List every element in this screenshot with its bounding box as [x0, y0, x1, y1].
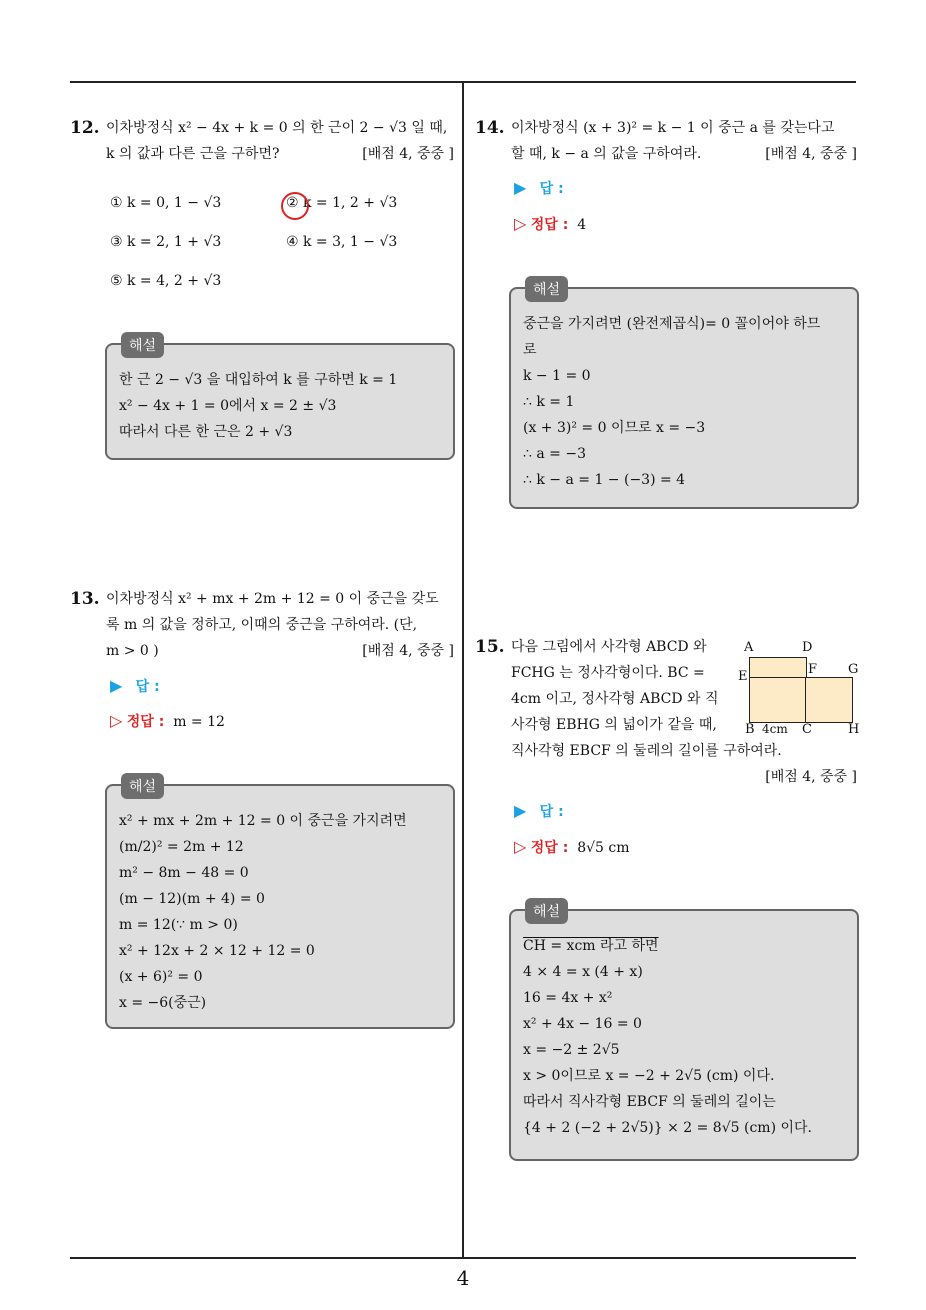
question-text-line5: 직사각형 EBCF 의 둘레의 길이를 구하여라.	[511, 743, 782, 759]
choice-2-label: ② k = 1, 2 + √3	[286, 195, 398, 211]
column-divider	[462, 81, 464, 1259]
question-text-line2: FCHG 는 정사각형이다. BC =	[511, 665, 705, 681]
explanation-line: x² + 4x − 16 = 0	[523, 1016, 642, 1032]
question-text-line1: 이차방정식 x² − 4x + k = 0 의 한 근이 2 − √3 일 때,	[106, 120, 448, 136]
question-text-line2: 할 때, k − a 의 값을 구하여라.	[511, 146, 702, 162]
question-text-line1: 이차방정식 x² + mx + 2m + 12 = 0 이 중근을 갖도	[106, 591, 439, 607]
choice-5[interactable]: ⑤ k = 4, 2 + √3	[110, 273, 222, 289]
choices-12	[110, 195, 450, 295]
explanation-lines	[523, 933, 812, 1141]
explanation-line: x² − 4x + 1 = 0에서 x = 2 ± √3	[119, 398, 337, 414]
question-meta: [배점 4, 중중 ]	[765, 146, 857, 162]
choice-3[interactable]: ③ k = 2, 1 + √3	[110, 234, 222, 250]
explanation-line: ∴ k − a = 1 − (−3) = 4	[523, 472, 686, 488]
explanation-line: 로	[523, 342, 537, 358]
label-H: H	[848, 722, 860, 737]
question-text-line2: 록 m 의 값을 정하고, 이때의 중근을 구하여라. (단,	[106, 617, 418, 633]
explanation-box-12	[105, 338, 455, 460]
question-number: 14.	[475, 118, 505, 138]
explanation-line: 중근을 가지려면 (완전제곱식)= 0 꼴이어야 하므	[523, 316, 821, 332]
explanation-line: ∴ a = −3	[523, 446, 586, 462]
answer-row-15	[514, 801, 564, 821]
question-text-line3: m > 0 )	[106, 643, 159, 659]
label-G: G	[848, 662, 859, 677]
answer-label: 답 :	[539, 804, 564, 820]
correct-value: 4	[577, 217, 587, 233]
answer-arrow-icon: ▶	[514, 801, 527, 820]
correct-value: 8√5 cm	[577, 840, 630, 856]
question-number: 13.	[70, 589, 100, 609]
explanation-line	[523, 933, 812, 959]
correct-row-15	[514, 837, 630, 857]
explanation-line: (x + 3)² = 0 이므로 x = −3	[523, 420, 706, 436]
question-number: 15.	[475, 637, 505, 657]
correct-label: 정답 :	[530, 217, 569, 233]
label-B: B	[745, 722, 755, 737]
correct-arrow-icon: ▷	[514, 837, 527, 856]
question-12	[70, 115, 454, 167]
choice-4[interactable]: ④ k = 3, 1 − √3	[286, 234, 398, 250]
explanation-line: 4 × 4 = x (4 + x)	[523, 964, 643, 980]
explanation-line: m = 12(∵ m > 0)	[119, 917, 238, 933]
question-number: 12.	[70, 118, 100, 138]
correct-value: m = 12	[173, 714, 225, 730]
answer-arrow-icon: ▶	[514, 178, 527, 197]
explanation-tag: 해설	[525, 276, 568, 302]
label-E: E	[738, 669, 748, 684]
correct-row-14	[514, 214, 586, 234]
explanation-line: {4 + 2 (−2 + 2√5)} × 2 = 8√5 (cm) 이다.	[523, 1120, 812, 1136]
explanation-line: 따라서 다른 한 근은 2 + √3	[119, 424, 293, 440]
question-text-line2: k 의 값과 다른 근을 구하면?	[106, 146, 280, 162]
bottom-rule	[70, 1257, 856, 1259]
explanation-lines	[523, 311, 820, 493]
explanation-line: 따라서 직사각형 EBCF 의 둘레의 길이는	[523, 1094, 776, 1110]
explanation-lines	[119, 367, 397, 445]
question-meta: [배점 4, 중중 ]	[362, 643, 454, 659]
question-text-line4: 사각형 EBHG 의 넓이가 같을 때,	[511, 717, 717, 733]
explanation-line: x > 0이므로 x = −2 + 2√5 (cm) 이다.	[523, 1068, 775, 1084]
explanation-line: x = −2 ± 2√5	[523, 1042, 620, 1058]
square-ABCD	[749, 657, 807, 723]
explanation-box-14	[509, 282, 859, 509]
explanation-line: ∴ k = 1	[523, 394, 575, 410]
explanation-line-text: CH = xcm 라고 하면	[523, 938, 659, 954]
correct-arrow-icon: ▷	[110, 711, 123, 730]
explanation-line: x² + 12x + 2 × 12 + 12 = 0	[119, 943, 315, 959]
label-D: D	[802, 640, 813, 655]
question-text-line1: 이차방정식 (x + 3)² = k − 1 이 중근 a 를 갖는다고	[511, 120, 835, 136]
explanation-box-15	[509, 904, 859, 1161]
answer-label: 답 :	[539, 181, 564, 197]
question-13	[70, 586, 454, 664]
label-F: F	[808, 662, 818, 677]
question-text-line3: 4cm 이고, 정사각형 ABCD 와 직	[511, 691, 719, 707]
explanation-line: m² − 8m − 48 = 0	[119, 865, 249, 881]
choice-1[interactable]: ① k = 0, 1 − √3	[110, 195, 222, 211]
selected-circle-mark	[281, 192, 309, 220]
square-figure	[738, 640, 862, 740]
question-14	[475, 115, 857, 167]
question-meta: [배점 4, 중중 ]	[765, 769, 857, 785]
label-C: C	[802, 722, 812, 737]
segment-EF	[749, 677, 805, 678]
explanation-line: 한 근 2 − √3 을 대입하여 k 를 구하면 k = 1	[119, 372, 398, 388]
explanation-tag: 해설	[121, 332, 164, 358]
answer-arrow-icon: ▶	[110, 676, 123, 695]
explanation-line: k − 1 = 0	[523, 368, 591, 384]
label-length: 4cm	[762, 722, 788, 736]
explanation-line: (m/2)² = 2m + 12	[119, 839, 244, 855]
question-text-line1: 다음 그림에서 사각형 ABCD 와	[511, 639, 707, 655]
question-meta: [배점 4, 중중 ]	[362, 146, 454, 162]
explanation-line: (m − 12)(m + 4) = 0	[119, 891, 265, 907]
square-FCHG	[805, 677, 853, 723]
answer-label: 답 :	[135, 679, 160, 695]
explanation-tag: 해설	[525, 898, 568, 924]
answer-row-13	[110, 676, 160, 696]
page-number: 4	[456, 1266, 470, 1290]
label-A: A	[744, 640, 754, 655]
answer-row-14	[514, 178, 564, 198]
correct-label: 정답 :	[530, 840, 569, 856]
explanation-line: x² + mx + 2m + 12 = 0 이 중근을 가지려면	[119, 813, 407, 829]
correct-arrow-icon: ▷	[514, 214, 527, 233]
explanation-tag: 해설	[121, 773, 164, 799]
explanation-box-13	[105, 779, 455, 1029]
choice-2[interactable]	[286, 195, 397, 211]
explanation-lines	[119, 808, 407, 1016]
correct-label: 정답 :	[126, 714, 165, 730]
correct-row-13	[110, 711, 225, 731]
explanation-line: 16 = 4x + x²	[523, 990, 613, 1006]
explanation-line: (x + 6)² = 0	[119, 969, 203, 985]
explanation-line: x = −6(중근)	[119, 995, 207, 1011]
